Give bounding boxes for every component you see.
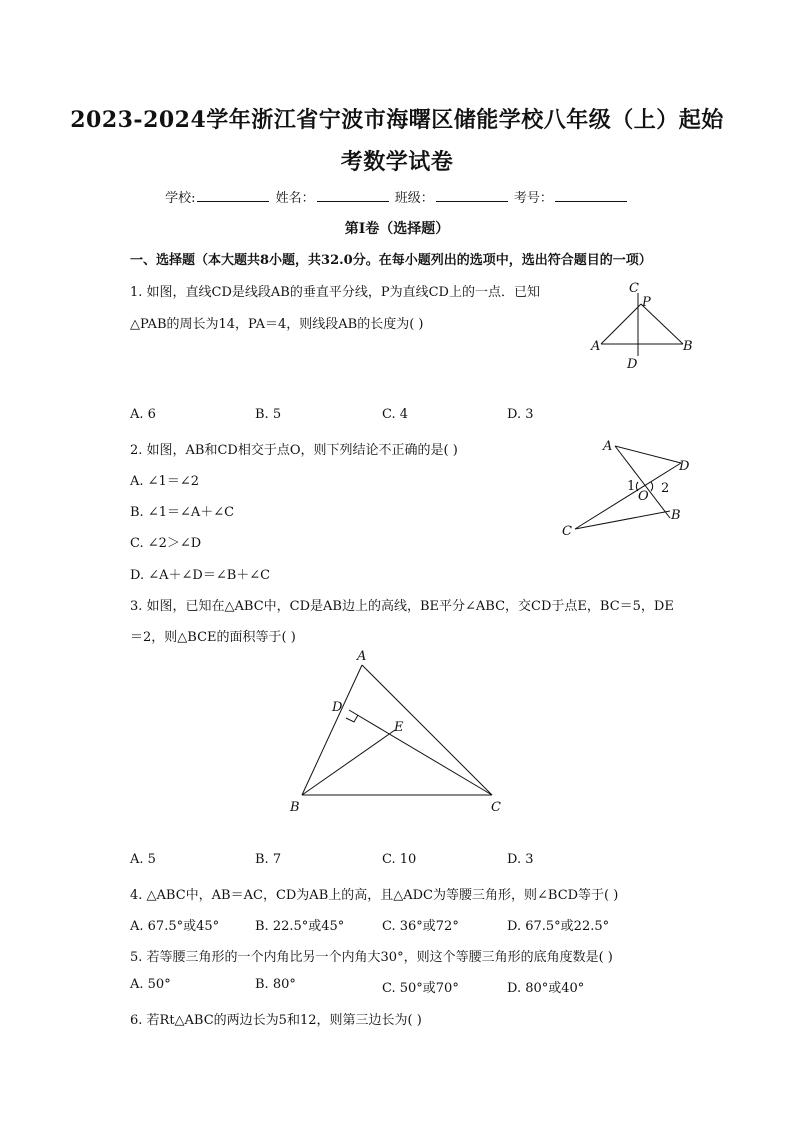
student-info-row (0, 187, 794, 206)
exam-no-label: 考号： (513, 191, 553, 206)
q3-option-d[interactable]: D. 3 (507, 852, 534, 867)
q1-figure (585, 278, 700, 373)
q5-option-c[interactable]: C. 50°或70° (382, 981, 459, 996)
q5-option-d[interactable]: D. 80°或40° (507, 981, 585, 996)
q1-option-a[interactable]: A. 6 (130, 407, 156, 422)
q1-option-d[interactable]: D. 3 (507, 407, 534, 422)
q1-label-d: D (627, 357, 638, 372)
q2-label-b: B (671, 508, 681, 523)
q3-label-e: E (394, 720, 404, 735)
q1-label-b: B (683, 339, 693, 354)
q2-option-c[interactable]: C. ∠2＞∠D (130, 536, 202, 551)
q1-label-p: P (642, 295, 651, 310)
q3-figure (282, 645, 512, 817)
q3-option-b[interactable]: B. 7 (255, 852, 282, 867)
q5-option-a[interactable]: A. 50° (130, 977, 171, 992)
q3-label-c: C (491, 800, 501, 815)
q3-line-1: 3. 如图，已知在△ABC中，CD是AB边上的高线，BE平分∠ABC，交CD于点E，BC＝5，DE (130, 599, 674, 614)
q3-label-d: D (332, 700, 343, 715)
class-blank[interactable] (436, 189, 508, 202)
q4-option-b[interactable]: B. 22.5°或45° (255, 919, 345, 934)
q3-label-a: A (357, 649, 367, 664)
q2-label-d: D (679, 459, 690, 474)
q2-option-a[interactable]: A. ∠1＝∠2 (130, 474, 199, 489)
q2-label-c: C (562, 524, 572, 539)
q2-label-2: 2 (661, 481, 670, 496)
q1-label-a: A (591, 339, 601, 354)
q2-line-1: 2. 如图，AB和CD相交于点O，则下列结论不正确的是( ) (130, 443, 458, 458)
name-blank[interactable] (317, 189, 389, 202)
q5-option-b[interactable]: B. 80° (255, 977, 296, 992)
q2-label-1: 1 (627, 479, 636, 494)
school-blank[interactable] (197, 189, 269, 202)
q3-line-2: ＝2，则△BCE的面积等于( ) (130, 630, 296, 645)
q4-option-a[interactable]: A. 67.5°或45° (130, 919, 220, 934)
q2-label-o: O (638, 489, 649, 504)
q1-line-2: △PAB的周长为14，PA＝4，则线段AB的长度为( ) (130, 317, 424, 332)
q2-figure (555, 432, 705, 544)
q2-option-d[interactable]: D. ∠A＋∠D＝∠B＋∠C (130, 568, 271, 583)
section-heading: 一、选择题（本大题共8小题，共32.0分。在每小题列出的选项中，选出符合题目的一项） (130, 253, 652, 268)
q6-line-1: 6. 若Rt△ABC的两边长为5和12，则第三边长为( ) (130, 1013, 422, 1028)
q2-option-b[interactable]: B. ∠1＝∠A＋∠C (130, 505, 235, 520)
q1-option-c[interactable]: C. 4 (382, 407, 409, 422)
exam-no-blank[interactable] (555, 189, 627, 202)
q5-line-1: 5. 若等腰三角形的一个内角比另一个内角大30°，则这个等腰三角形的底角度数是( ) (130, 950, 613, 965)
volume-heading: 第I卷（选择题） (344, 221, 450, 237)
title-line-2: 考数学试卷 (340, 149, 454, 175)
q4-line-1: 4. △ABC中，AB＝AC，CD为AB上的高，且△ADC为等腰三角形，则∠BCD等于( ) (130, 888, 619, 903)
q2-label-a: A (603, 439, 613, 454)
q3-option-c[interactable]: C. 10 (382, 852, 417, 867)
title-line-1: 2023-2024学年浙江省宁波市海曙区储能学校八年级（上）起始 (70, 107, 724, 133)
q3-label-b: B (290, 800, 300, 815)
q3-option-a[interactable]: A. 5 (130, 852, 156, 867)
q1-label-c: C (629, 281, 639, 296)
name-label: 姓名： (275, 191, 315, 206)
q1-line-1: 1. 如图，直线CD是线段AB的垂直平分线，P为直线CD上的一点．已知 (130, 285, 540, 300)
class-label: 班级： (394, 191, 434, 206)
q4-option-c[interactable]: C. 36°或72° (382, 919, 459, 934)
school-label: 学校: (165, 191, 196, 206)
q1-option-b[interactable]: B. 5 (255, 407, 282, 422)
q4-option-d[interactable]: D. 67.5°或22.5° (507, 919, 610, 934)
